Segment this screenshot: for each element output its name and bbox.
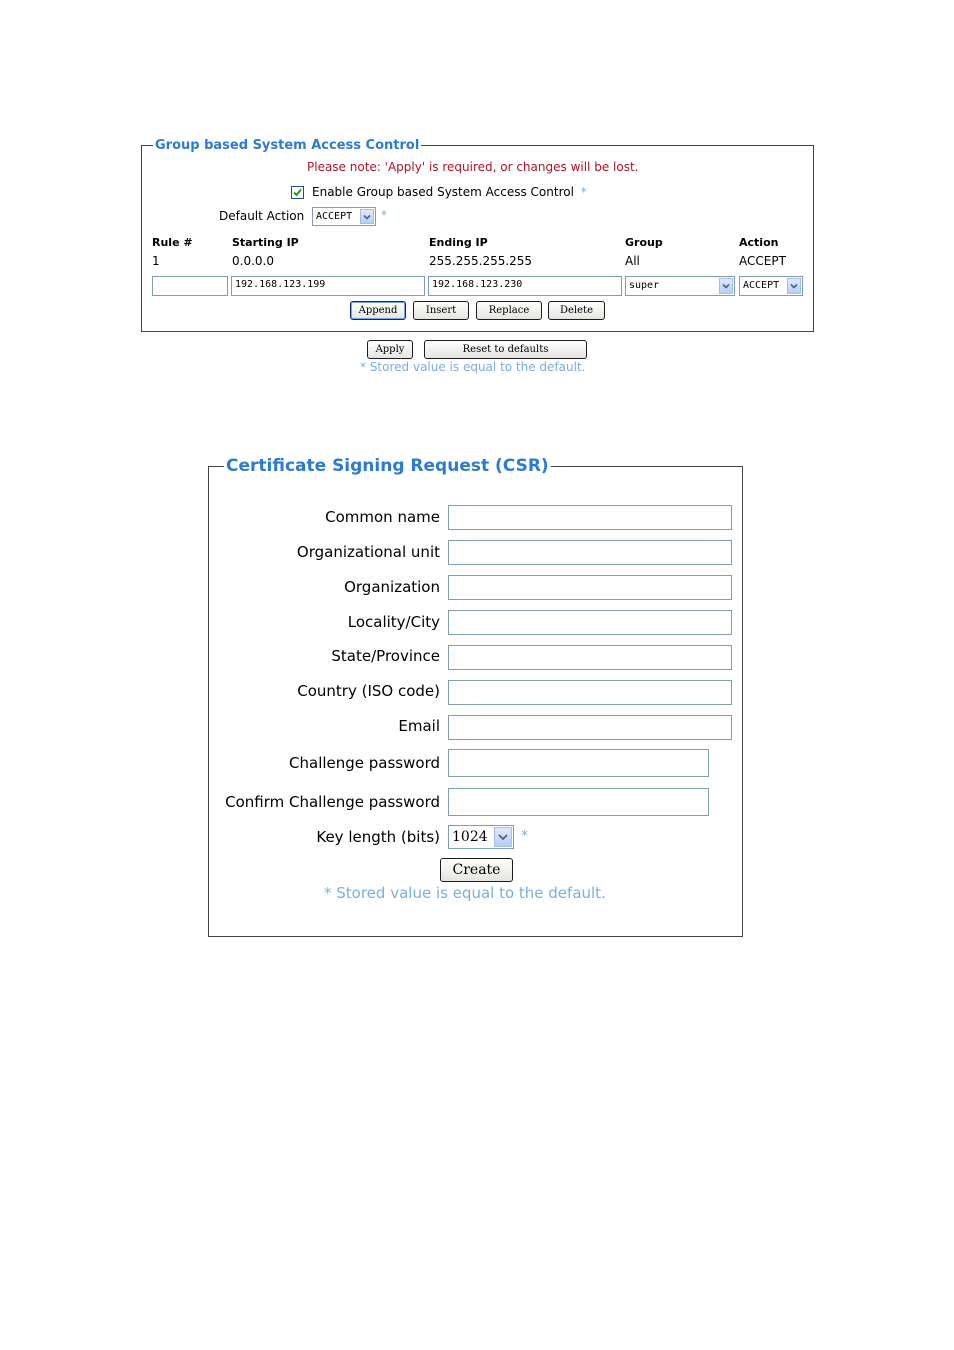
row-ending-ip: 255.255.255.255 xyxy=(429,254,533,268)
action-value: ACCEPT xyxy=(743,280,780,291)
apply-required-note: Please note: 'Apply' is required, or changes will be lost. xyxy=(307,160,639,174)
row-starting-ip: 0.0.0.0 xyxy=(232,254,274,268)
default-action-value: ACCEPT xyxy=(316,211,353,222)
org-unit-input[interactable] xyxy=(448,540,732,565)
country-input[interactable] xyxy=(448,680,732,705)
col-starting-ip: Starting IP xyxy=(232,236,299,249)
row-rule: 1 xyxy=(152,254,160,268)
locality-label: Locality/City xyxy=(347,613,440,631)
action-select[interactable] xyxy=(739,276,803,296)
stored-value-note: * Stored value is equal to the default. xyxy=(360,360,586,374)
default-action-select[interactable] xyxy=(312,207,376,226)
col-ending-ip: Ending IP xyxy=(429,236,488,249)
organization-input[interactable] xyxy=(448,575,732,600)
common-name-input[interactable] xyxy=(448,505,732,530)
enable-default-star: * xyxy=(580,185,587,199)
row-group: All xyxy=(625,254,640,268)
chevron-down-icon xyxy=(494,827,512,847)
ending-ip-input[interactable] xyxy=(428,276,622,296)
common-name-label: Common name xyxy=(325,508,440,526)
challenge-password-label: Challenge password xyxy=(289,754,440,772)
enable-label xyxy=(312,185,587,199)
key-length-value: 1024 xyxy=(452,829,488,845)
default-action-label: Default Action xyxy=(219,209,305,223)
reset-defaults-button[interactable]: Reset to defaults xyxy=(424,340,587,359)
starting-ip-value: 192.168.123.199 xyxy=(235,279,326,290)
email-input[interactable] xyxy=(448,715,732,740)
group-select[interactable] xyxy=(625,276,735,296)
country-label: Country (ISO code) xyxy=(297,682,440,700)
checkmark-icon xyxy=(292,187,303,198)
csr-legend: Certificate Signing Request (CSR) xyxy=(226,456,549,476)
ending-ip-value: 192.168.123.230 xyxy=(432,279,523,290)
delete-button[interactable]: Delete xyxy=(548,301,605,320)
enable-checkbox[interactable] xyxy=(291,186,304,199)
replace-button[interactable]: Replace xyxy=(476,301,542,320)
access-control-legend: Group based System Access Control xyxy=(155,138,420,153)
locality-input[interactable] xyxy=(448,610,732,635)
chevron-down-icon xyxy=(719,278,733,294)
rule-number-input[interactable] xyxy=(152,276,228,296)
chevron-down-icon xyxy=(360,209,374,224)
group-value: super xyxy=(629,280,660,291)
key-length-star: * xyxy=(521,828,528,844)
state-label: State/Province xyxy=(331,647,440,665)
default-action-star: * xyxy=(381,208,387,222)
starting-ip-input[interactable] xyxy=(231,276,425,296)
organization-label: Organization xyxy=(344,578,440,596)
key-length-label: Key length (bits) xyxy=(316,828,440,846)
chevron-down-icon xyxy=(787,278,801,294)
enable-label-text: Enable Group based System Access Control xyxy=(312,185,574,199)
create-button[interactable]: Create xyxy=(440,858,513,882)
col-group: Group xyxy=(625,236,663,249)
col-rule: Rule # xyxy=(152,236,193,249)
state-input[interactable] xyxy=(448,645,732,670)
csr-stored-value-note: * Stored value is equal to the default. xyxy=(324,884,606,902)
insert-button[interactable]: Insert xyxy=(413,301,469,320)
key-length-select[interactable] xyxy=(448,825,514,849)
apply-button[interactable]: Apply xyxy=(367,340,413,359)
row-action: ACCEPT xyxy=(739,254,786,268)
org-unit-label: Organizational unit xyxy=(296,543,440,561)
confirm-challenge-password-input[interactable] xyxy=(448,788,709,816)
confirm-challenge-password-label: Confirm Challenge password xyxy=(225,793,440,811)
challenge-password-input[interactable] xyxy=(448,749,709,777)
email-label: Email xyxy=(398,717,440,735)
col-action: Action xyxy=(739,236,779,249)
append-button[interactable]: Append xyxy=(350,301,406,320)
